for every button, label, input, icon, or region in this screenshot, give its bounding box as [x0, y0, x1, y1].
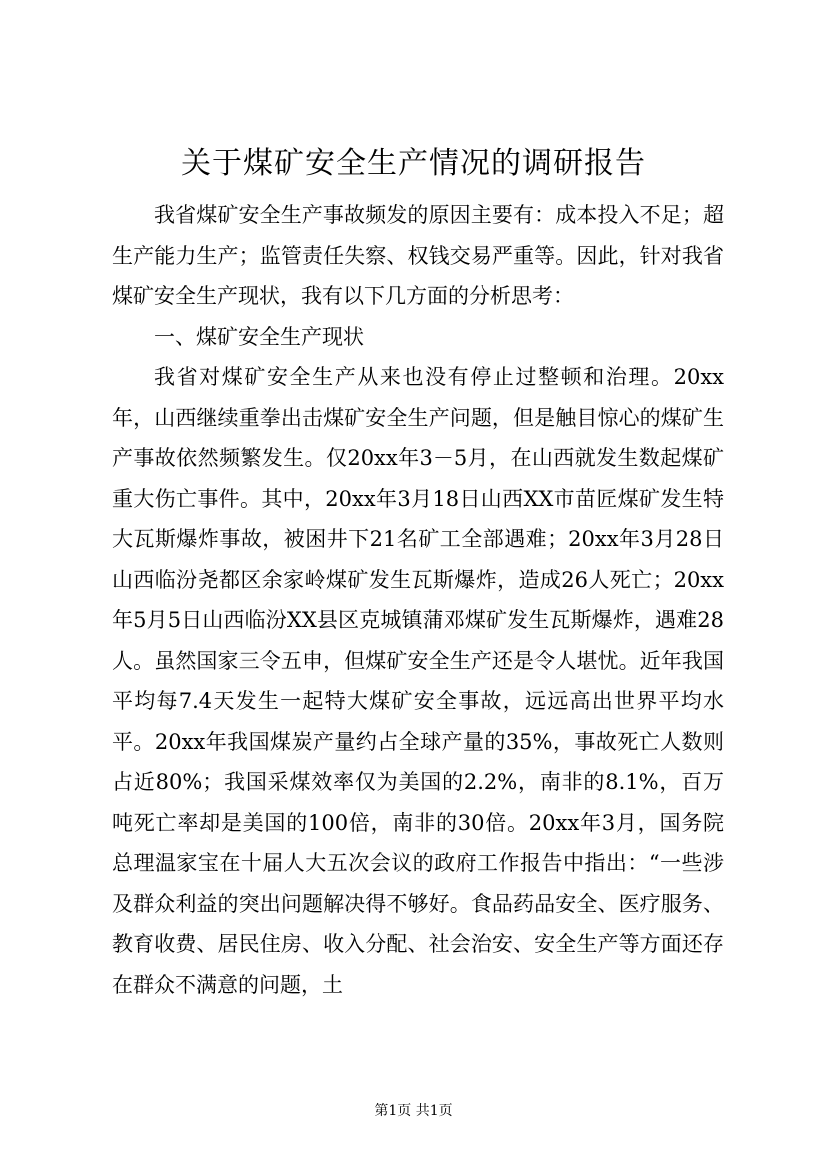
section-heading: 一、煤矿安全生产现状	[154, 324, 364, 349]
document-title: 关于煤矿安全生产情况的调研报告	[181, 146, 646, 181]
document-body	[112, 195, 724, 1005]
paragraph-intro: 我省煤矿安全生产事故频发的原因主要有：成本投入不足；超生产能力生产；监管责任失察、权钱交易严重等。因此，针对我省煤矿安全生产现状，我有以下几方面的分析思考：	[112, 203, 724, 308]
paragraph-status: 我省对煤矿安全生产从来也没有停止过整顿和治理。20xx年，山西继续重拳出击煤矿安全生产问题，但是触目惊心的煤矿生产事故依然频繁发生。仅20xx年3－5月，在山西就发生数起煤矿重大伤亡事件。其中，20xx年3月18日山西XX市苗匠煤矿发生特大瓦斯爆炸事故，被困井下21名矿工全部遇难；20xx年3月28日山西临汾尧都区余家岭煤矿发生瓦斯爆炸，造成26人死亡；20xx年5月5日山西临汾XX县区克城镇蒲邓煤矿发生瓦斯爆炸，遇难28人。虽然国家三令五申，但煤矿安全生产还是令人堪忧。近年我国平均每7.4天发生一起特大煤矿安全事故，远远高出世界平均水平。20xx年我国煤炭产量约占全球产量的35%，事故死亡人数则占近80%；我国采煤效率仅为美国的2.2%，南非的8.1%，百万吨死亡率却是美国的100倍，南非的30倍。20xx年3月，国务院总理温家宝在十届人大五次会议的政府工作报告中指出：“一些涉及群众利益的突出问题解决得不够好。食品药品安全、医疗服务、教育收费、居民住房、收入分配、社会治安、安全生产等方面还存在群众不满意的问题，土	[112, 365, 724, 997]
page-footer: 第1页 共1页	[374, 1103, 453, 1119]
